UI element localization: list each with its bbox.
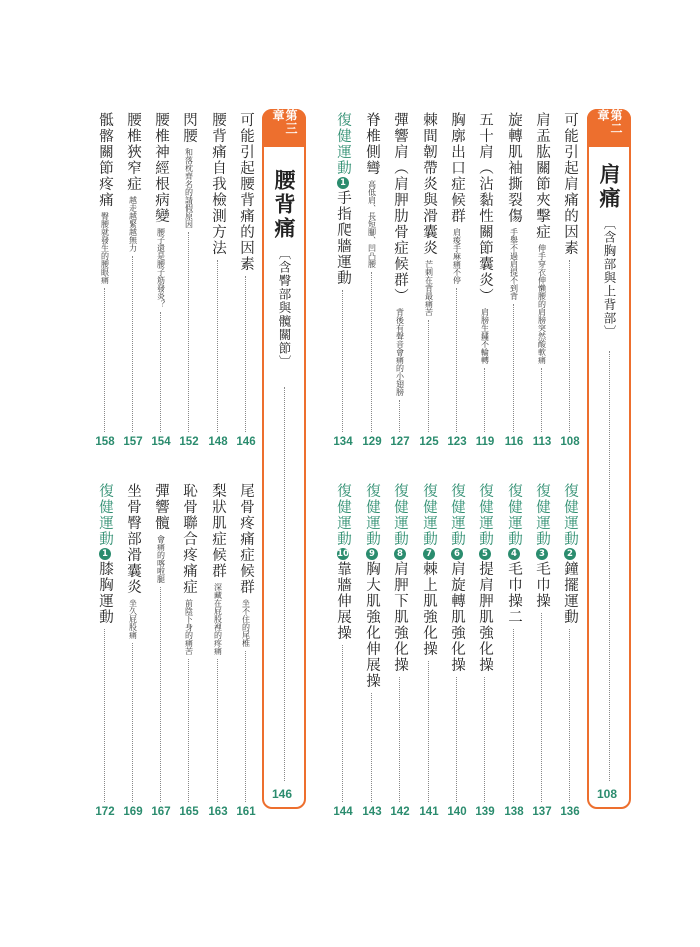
chapter-3-box	[262, 109, 306, 809]
entry-subtitle: 高低肩、長短腳、凹凸腰	[367, 180, 377, 268]
page-number: 116	[504, 436, 524, 448]
dot-leader	[217, 659, 218, 802]
lower-entry[interactable]	[150, 483, 172, 583]
exercise-label: 復健運動	[534, 483, 550, 547]
upper-entry-text	[361, 112, 383, 268]
entry-subtitle: 腰子還是腰子筋發炎？	[156, 228, 166, 308]
entry-subtitle: 前陰下身的痛苦	[184, 599, 194, 655]
entry-title: 腰椎狹窄症	[125, 112, 141, 192]
dot-leader	[160, 587, 161, 802]
lower-entry[interactable]	[531, 483, 553, 609]
entry-title: 鐘擺運動	[562, 561, 578, 625]
entry-title: 彈響髖	[153, 483, 169, 531]
page-number: 123	[447, 436, 467, 448]
chapter-2-box	[587, 109, 631, 809]
dot-leader	[245, 276, 246, 432]
dot-leader	[428, 661, 429, 802]
entry-title: 可能引起腰背痛的因素	[238, 112, 254, 272]
lower-entry-text	[332, 483, 354, 641]
entry-title: 尾骨疼痛症候群	[238, 483, 254, 595]
entry-title: 坐骨臀部滑囊炎	[125, 483, 141, 595]
page-number: 119	[475, 436, 495, 448]
upper-entry-text	[559, 112, 581, 256]
page-number: 129	[362, 436, 382, 448]
entry-subtitle: 臀腰就發生的腰眼痛	[100, 212, 110, 284]
page-number: 127	[390, 436, 410, 448]
dot-leader	[371, 693, 372, 802]
entry-title: 肩旋轉肌強化操	[449, 561, 465, 673]
entry-title: 恥骨聯合疼痛症	[181, 483, 197, 595]
entry-title: 毛巾操	[534, 561, 550, 609]
dot-leader	[399, 400, 400, 432]
upper-entry[interactable]	[559, 112, 581, 256]
upper-entry-text	[389, 112, 411, 396]
chapter-3-leader	[284, 387, 285, 781]
entry-title: 梨狀肌症候群	[210, 483, 226, 579]
lower-entry-text	[559, 483, 581, 625]
upper-entry[interactable]	[122, 112, 144, 252]
chapter-2-leader	[609, 351, 610, 781]
upper-entry-text	[418, 112, 440, 316]
upper-entry-text	[207, 112, 229, 256]
entry-title: 腰椎神經根病變	[153, 112, 169, 224]
upper-entry[interactable]	[531, 112, 553, 364]
page-number: 134	[333, 436, 353, 448]
lower-entry[interactable]	[332, 483, 354, 641]
page-number: 108	[560, 436, 580, 448]
dot-leader	[371, 272, 372, 432]
entry-subtitle: 芒刺在背最痛苦	[424, 260, 434, 316]
exercise-number-badge: 2	[564, 548, 576, 560]
entry-title: 胸大肌強化伸展操	[364, 561, 380, 689]
exercise-number-badge: 1	[337, 177, 349, 189]
entry-title: 靠牆伸展操	[335, 561, 351, 641]
dot-leader	[569, 629, 570, 802]
entry-subtitle: 坐久屁股痛	[128, 599, 138, 639]
upper-entry[interactable]	[361, 112, 383, 268]
page-number: 148	[208, 436, 228, 448]
dot-leader	[245, 651, 246, 802]
entry-subtitle: 肩痠手麻痛不停	[452, 228, 462, 284]
page-number: 125	[419, 436, 439, 448]
entry-subtitle: 背後有聲音會痛的小翅膀	[395, 308, 405, 396]
upper-entry[interactable]	[150, 112, 172, 308]
page-number: 154	[151, 436, 171, 448]
entry-title: 手指爬牆運動	[335, 190, 351, 286]
dot-leader	[569, 260, 570, 432]
dot-leader	[513, 629, 514, 802]
upper-entry[interactable]	[207, 112, 229, 256]
upper-entry[interactable]	[178, 112, 200, 228]
entry-subtitle: 手舉不過肩提不到背	[509, 228, 519, 300]
dot-leader	[188, 659, 189, 802]
entry-title: 胸廓出口症候群	[449, 112, 465, 224]
page-number: 161	[236, 806, 256, 818]
chapter-2-subtitle: 〔含胸部與上背部〕	[602, 217, 617, 339]
exercise-label: 復健運動	[477, 483, 493, 547]
entry-title: 腰背痛自我檢測方法	[210, 112, 226, 256]
upper-entry[interactable]	[503, 112, 525, 300]
dot-leader	[104, 288, 105, 432]
upper-entry-text	[474, 112, 496, 364]
page-number: 136	[560, 806, 580, 818]
exercise-number-badge: 10	[337, 549, 349, 559]
page-number: 167	[151, 806, 171, 818]
page-number: 144	[333, 806, 353, 818]
entry-title: 五十肩（沾黏性關節囊炎）	[477, 112, 493, 304]
chapter-2-title: 肩痛	[597, 163, 622, 211]
page-number: 141	[419, 806, 439, 818]
lower-entry[interactable]	[235, 483, 257, 647]
entry-title: 可能引起肩痛的因素	[562, 112, 578, 256]
chapter-3-subtitle: 〔含臀部與髖關節〕	[277, 247, 292, 369]
page-number: 143	[362, 806, 382, 818]
dot-leader	[132, 256, 133, 432]
page-number: 163	[208, 806, 228, 818]
upper-entry-text	[235, 112, 257, 272]
entry-title: 旋轉肌袖撕裂傷	[506, 112, 522, 224]
upper-entry-text	[446, 112, 468, 284]
upper-entry-text	[332, 112, 354, 286]
entry-subtitle: 坐不住的尾椎	[241, 599, 251, 647]
page-number: 165	[179, 806, 199, 818]
exercise-label: 復健運動	[335, 112, 351, 176]
chapter-3-title: 腰背痛	[272, 169, 297, 241]
dot-leader	[428, 320, 429, 432]
upper-entry-text	[503, 112, 525, 300]
exercise-label: 復健運動	[449, 483, 465, 547]
exercise-number-badge: 8	[394, 548, 406, 560]
entry-title: 骶髂關節疼痛	[97, 112, 113, 208]
lower-entry[interactable]	[361, 483, 383, 689]
exercise-number-badge: 3	[536, 548, 548, 560]
lower-entry-text	[474, 483, 496, 673]
lower-entry-text	[361, 483, 383, 689]
exercise-label: 復健運動	[392, 483, 408, 547]
lower-entry-text	[207, 483, 229, 655]
lower-entry-text	[235, 483, 257, 647]
exercise-label: 復健運動	[421, 483, 437, 547]
lower-entry[interactable]	[559, 483, 581, 625]
entry-title: 彈響肩（肩胛肋骨症候群）	[392, 112, 408, 304]
lower-entry-text	[389, 483, 411, 673]
lower-entry[interactable]	[178, 483, 200, 655]
lower-entry[interactable]	[122, 483, 144, 639]
upper-entry[interactable]	[474, 112, 496, 364]
page-number: 158	[95, 436, 115, 448]
page-number: 152	[179, 436, 199, 448]
lower-entry-text	[531, 483, 553, 609]
dot-leader	[484, 368, 485, 432]
upper-entry[interactable]	[418, 112, 440, 316]
upper-entry[interactable]	[389, 112, 411, 396]
dot-leader	[399, 677, 400, 802]
dot-leader	[456, 677, 457, 802]
upper-entry[interactable]	[446, 112, 468, 284]
exercise-number-badge: 5	[479, 548, 491, 560]
dot-leader	[188, 232, 189, 432]
lower-entry[interactable]	[474, 483, 496, 673]
dot-leader	[160, 312, 161, 432]
entry-title: 閃腰	[181, 112, 197, 144]
entry-subtitle: 會痛的喀啦腿	[156, 535, 166, 583]
page-number: 172	[95, 806, 115, 818]
entry-title: 棘間韌帶炎與滑囊炎	[421, 112, 437, 256]
exercise-number-badge: 9	[366, 548, 378, 560]
dot-leader	[342, 290, 343, 432]
entry-title: 提肩胛肌強化操	[477, 561, 493, 673]
page-number: 139	[475, 806, 495, 818]
entry-title: 毛巾操二	[506, 561, 522, 625]
chapter-2-page: 108	[597, 787, 618, 801]
dot-leader	[217, 260, 218, 432]
exercise-number-badge: 1	[99, 548, 111, 560]
page-number: 142	[390, 806, 410, 818]
dot-leader	[513, 304, 514, 432]
dot-leader	[132, 643, 133, 802]
lower-entry[interactable]	[94, 483, 116, 625]
lower-entry-text	[418, 483, 440, 657]
page-number: 169	[123, 806, 143, 818]
exercise-number-badge: 6	[451, 548, 463, 560]
exercise-label: 復健運動	[364, 483, 380, 547]
entry-title: 脊椎側彎	[364, 112, 380, 176]
upper-entry-text	[150, 112, 172, 308]
upper-entry-text	[531, 112, 553, 364]
exercise-label: 復健運動	[97, 483, 113, 547]
entry-title: 棘上肌強化操	[421, 561, 437, 657]
lower-entry-text	[94, 483, 116, 625]
entry-title: 肩盂肱關節夾擊症	[534, 112, 550, 240]
lower-entry[interactable]	[389, 483, 411, 673]
page-number: 146	[236, 436, 256, 448]
lower-entry-text	[178, 483, 200, 655]
chapter-3-page: 146	[272, 787, 293, 801]
exercise-label: 復健運動	[506, 483, 522, 547]
dot-leader	[104, 629, 105, 802]
upper-entry-text	[94, 112, 116, 284]
exercise-number-badge: 4	[508, 548, 520, 560]
upper-entry[interactable]	[94, 112, 116, 284]
entry-subtitle: 深藏在屁股裡的疼痛	[213, 583, 223, 655]
page-number: 113	[532, 436, 552, 448]
chapter-2-badge: 第二章	[587, 109, 631, 147]
lower-entry[interactable]	[503, 483, 525, 625]
page-number: 140	[447, 806, 467, 818]
upper-entry-text	[122, 112, 144, 252]
entry-subtitle: 肩膀生鏽不輪轉	[480, 308, 490, 364]
entry-title: 肩胛下肌強化操	[392, 561, 408, 673]
exercise-label: 復健運動	[562, 483, 578, 547]
entry-subtitle: 和落枕齊名的請假原因	[184, 148, 194, 228]
lower-entry-text	[446, 483, 468, 673]
lower-entry[interactable]	[207, 483, 229, 655]
lower-entry-text	[150, 483, 172, 583]
exercise-number-badge: 7	[423, 548, 435, 560]
dot-leader	[456, 288, 457, 432]
entry-title: 膝胸運動	[97, 561, 113, 625]
upper-entry-text	[178, 112, 200, 228]
upper-entry[interactable]	[332, 112, 354, 286]
lower-entry[interactable]	[418, 483, 440, 657]
page-number: 138	[504, 806, 524, 818]
page-number: 157	[123, 436, 143, 448]
page-number: 137	[532, 806, 552, 818]
upper-entry[interactable]	[235, 112, 257, 272]
chapter-3-badge: 第三章	[262, 109, 306, 147]
entry-subtitle: 伸手穿衣伸懶腰的肩膀突然酸軟痛	[537, 244, 547, 364]
dot-leader	[541, 613, 542, 802]
lower-entry-text	[503, 483, 525, 625]
exercise-label: 復健運動	[335, 483, 351, 547]
lower-entry[interactable]	[446, 483, 468, 673]
entry-subtitle: 越走越緊越無力	[128, 196, 138, 252]
dot-leader	[541, 368, 542, 432]
lower-entry-text	[122, 483, 144, 639]
dot-leader	[342, 645, 343, 802]
dot-leader	[484, 677, 485, 802]
